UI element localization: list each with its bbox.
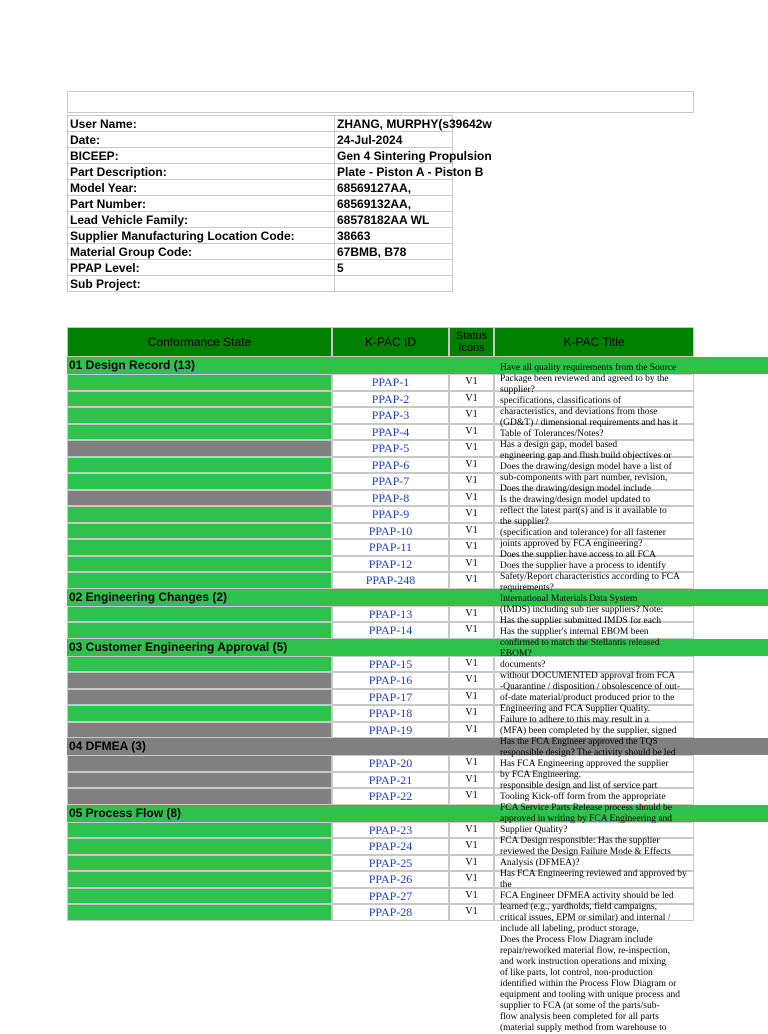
table-row[interactable] [67,888,694,905]
conformance-state-cell[interactable] [67,523,332,540]
conformance-state-cell[interactable] [67,490,332,507]
kpac-title-line: responsible design and list of service part [500,781,658,791]
kpac-title-line: sub-components with part number, revision, [500,473,668,483]
kpac-sections [67,357,694,921]
info-value[interactable]: ZHANG, MURPHY(s39642w [335,116,453,132]
kpac-title-line: (specification and tolerance) for all fastener [500,528,666,538]
conformance-state-cell[interactable] [67,656,332,673]
info-value[interactable]: 24-Jul-2024 [335,132,453,148]
info-row [68,116,453,132]
status-icon-cell: V1 [449,656,494,673]
conformance-state-cell[interactable] [67,838,332,855]
info-value[interactable]: 38663 [335,228,453,244]
kpac-title-cell[interactable] [494,822,694,839]
conformance-state-cell[interactable] [67,424,332,441]
section-header[interactable]: 01 Design Record (13) [67,357,768,374]
kpac-title-cell[interactable] [494,755,694,772]
kpac-title-cell[interactable] [494,424,694,441]
status-icon-cell: V1 [449,904,494,921]
table-row[interactable] [67,457,694,474]
kpac-id-link[interactable]: PPAP-22 [332,788,449,805]
status-icon-cell: V1 [449,473,494,490]
kpac-title-line: Engineering and FCA Supplier Quality. [500,704,651,714]
status-icon-cell: V1 [449,672,494,689]
info-label: Material Group Code: [68,244,335,260]
kpac-title-cell[interactable] [494,473,694,490]
kpac-id-link[interactable]: PPAP-19 [332,722,449,739]
conformance-state-cell[interactable] [67,822,332,839]
info-value[interactable] [335,276,453,292]
status-icon-cell: V1 [449,755,494,772]
conformance-state-cell[interactable] [67,904,332,921]
table-row[interactable] [67,374,694,391]
conformance-state-cell[interactable] [67,622,332,639]
conformance-state-cell[interactable] [67,888,332,905]
status-icon-cell: V1 [449,689,494,706]
kpac-title-line: supplier? [500,385,535,395]
info-value[interactable]: 68569132AA, [335,196,453,212]
kpac-title-cell[interactable] [494,855,694,872]
kpac-title-line: Is the drawing/design model updated to [500,495,651,505]
conformance-state-cell[interactable] [67,705,332,722]
kpac-title-line: Has FCA Engineering approved the supplier [500,759,669,769]
kpac-title-cell[interactable] [494,490,694,507]
kpac-title-line: characteristics, and deviations from those [500,407,658,417]
kpac-id-link[interactable]: PPAP-14 [332,622,449,639]
conformance-state-cell[interactable] [67,722,332,739]
table-row[interactable] [67,672,694,689]
kpac-id-link[interactable]: PPAP-248 [332,572,449,589]
info-value[interactable]: 67BMB, B78 [335,244,453,260]
info-value[interactable]: Gen 4 Sintering Propulsion [335,148,453,164]
kpac-title-line: Does the drawing/design model include [500,484,651,494]
conformance-state-cell[interactable] [67,672,332,689]
kpac-title-cell[interactable] [494,772,694,789]
info-label: Sub Project: [68,276,335,292]
status-icon-cell: V1 [449,838,494,855]
kpac-title-line: reviewed the Design Failure Mode & Effects [500,847,671,857]
table-row[interactable] [67,722,694,739]
conformance-state-cell[interactable] [67,506,332,523]
section-header[interactable]: 04 DFMEA (3) [67,738,768,755]
kpac-id-link[interactable]: PPAP-21 [332,772,449,789]
status-icon-cell: V1 [449,407,494,424]
kpac-title-line: (MFA) been completed by the supplier, signed [500,726,677,736]
part-info-table [67,115,492,292]
kpac-title-cell[interactable] [494,622,694,639]
kpac-title-line: engineering gap and flush build objectives or [500,451,672,461]
kpac-title-line: equipment and tooling with unique process and [500,990,680,1000]
kpac-id-link[interactable]: PPAP-24 [332,838,449,855]
info-row [68,228,453,244]
kpac-id-link[interactable]: PPAP-23 [332,822,449,839]
kpac-title-line: Does the drawing/design model have a list of [500,462,672,472]
conformance-state-cell[interactable] [67,457,332,474]
kpac-title-line: Has the FCA Engineer approved the TQS [500,737,658,747]
table-row[interactable] [67,440,694,457]
status-icon-cell: V1 [449,523,494,540]
kpac-title-line: EBOM? [500,649,532,659]
kpac-id-link[interactable]: PPAP-11 [332,539,449,556]
info-label: Supplier Manufacturing Location Code: [68,228,335,244]
kpac-title-cell[interactable] [494,656,694,673]
table-row[interactable] [67,705,694,722]
kpac-title-cell[interactable] [494,457,694,474]
kpac-title-line: Has FCA Engineering reviewed and approved by the [500,869,687,890]
status-icon-cell: V1 [449,556,494,573]
kpac-title-line: joints approved by FCA engineering? [500,539,643,549]
status-icon-cell: V1 [449,622,494,639]
kpac-title-line: -Quarantine / disposition / obsolescence of out- [500,682,680,692]
status-icon-cell: V1 [449,888,494,905]
kpac-id-link[interactable]: PPAP-1 [332,374,449,391]
section-header[interactable]: 02 Engineering Changes (2) [67,589,768,606]
conformance-state-cell[interactable] [67,772,332,789]
kpac-title-line: Table of Tolerances/Notes? [500,429,604,439]
kpac-id-link[interactable]: PPAP-10 [332,523,449,540]
status-icon-cell: V1 [449,457,494,474]
kpac-id-link[interactable]: PPAP-6 [332,457,449,474]
info-row [68,148,453,164]
table-row[interactable] [67,904,694,921]
table-row[interactable] [67,424,694,441]
kpac-title-line: Tooling Kick-off form from the appropriate [500,792,666,802]
status-icon-cell: V1 [449,722,494,739]
conformance-state-cell[interactable] [67,755,332,772]
info-label: Lead Vehicle Family: [68,212,335,228]
conformance-state-cell[interactable] [67,606,332,623]
info-value[interactable]: 68578182AA WL [335,212,453,228]
kpac-title-line: the supplier? [500,517,549,527]
kpac-title-cell[interactable] [494,689,694,706]
kpac-title-cell[interactable] [494,539,694,556]
info-label: Part Number: [68,196,335,212]
table-row[interactable] [67,556,694,573]
kpac-title-cell[interactable] [494,838,694,855]
kpac-title-line: supplier to FCA (at some of the parts/sub- [500,1001,660,1011]
kpac-title-line: and work instruction operations and mixing [500,957,666,967]
kpac-title-line: responsible design? The activity should be led [500,748,676,758]
kpac-title-cell[interactable] [494,672,694,689]
table-row[interactable] [67,506,694,523]
table-row[interactable] [67,871,694,888]
kpac-title-line: (material supply method from warehouse to [500,1023,667,1033]
kpac-id-link[interactable]: PPAP-7 [332,473,449,490]
conformance-state-cell[interactable] [67,871,332,888]
kpac-title-line: Safety/Report characteristics according to FCA [500,572,680,582]
info-row [68,180,453,196]
kpac-table-header [67,327,694,357]
kpac-id-link[interactable]: PPAP-4 [332,424,449,441]
kpac-title-cell[interactable] [494,523,694,540]
status-icon-cell: V1 [449,572,494,589]
status-icon-cell: V1 [449,822,494,839]
table-row[interactable] [67,838,694,855]
status-icon-cell: V1 [449,440,494,457]
kpac-title-line: requirements? [500,583,554,593]
kpac-id-link[interactable]: PPAP-17 [332,689,449,706]
kpac-id-link[interactable]: PPAP-25 [332,855,449,872]
kpac-title-cell[interactable] [494,888,694,905]
info-row [68,164,453,180]
kpac-title-line: Has the supplier's internal EBOM been [500,627,649,637]
table-row[interactable] [67,689,694,706]
conformance-state-cell[interactable] [67,407,332,424]
kpac-title-cell[interactable] [494,440,694,457]
kpac-title-line: (IMDS) including sub tier suppliers? Note: [500,605,664,615]
kpac-title-cell[interactable] [494,904,694,921]
info-label: Date: [68,132,335,148]
status-icon-cell: V1 [449,772,494,789]
kpac-title-cell[interactable] [494,556,694,573]
info-label: User Name: [68,116,335,132]
info-label: BICEEP: [68,148,335,164]
kpac-title-line: flow analysis been completed for all parts [500,1012,659,1022]
info-row [68,212,453,228]
kpac-id-link[interactable]: PPAP-18 [332,705,449,722]
kpac-title-line: Does the Process Flow Diagram include [500,935,653,945]
status-icon-cell: V1 [449,391,494,408]
kpac-title-cell[interactable] [494,572,694,589]
kpac-title-cell[interactable] [494,705,694,722]
info-label: Part Description: [68,164,335,180]
kpac-title-line: Has the supplier submitted IMDS for each [500,616,661,626]
status-icon-cell: V1 [449,506,494,523]
table-row[interactable] [67,391,694,408]
header-status-icons[interactable]: Status Icons [449,327,494,357]
info-row [68,196,453,212]
info-row [68,260,453,276]
status-icon-cell: V1 [449,424,494,441]
status-icon-cell: V1 [449,788,494,805]
kpac-title-line: FCA Service Parts Release process should be [500,803,673,813]
kpac-title-line: learned (e.g., yardholds, field campaigns, [500,902,657,912]
conformance-state-cell[interactable] [67,689,332,706]
kpac-title-cell[interactable] [494,606,694,623]
header-conformance-state[interactable]: Conformance State [67,327,332,357]
table-row[interactable] [67,855,694,872]
header-kpac-id[interactable]: K-PAC ID [332,327,449,357]
status-icon-cell: V1 [449,705,494,722]
table-row[interactable] [67,490,694,507]
kpac-title-line: Have all quality requirements from the Source [500,363,677,373]
kpac-title-line: repair/reworked material flow, re-inspection, [500,946,671,956]
kpac-id-link[interactable]: PPAP-8 [332,490,449,507]
status-icon-cell: V1 [449,374,494,391]
info-label: PPAP Level: [68,260,335,276]
kpac-id-link[interactable]: PPAP-5 [332,440,449,457]
status-icon-cell: V1 [449,855,494,872]
info-row [68,132,453,148]
kpac-title-line: Does the supplier have access to all FCA [500,550,656,560]
conformance-state-cell[interactable] [67,473,332,490]
info-label: Model Year: [68,180,335,196]
kpac-title-line: approved in writing by FCA Engineering and [500,814,673,824]
table-row[interactable] [67,572,694,589]
section-header[interactable]: 03 Customer Engineering Approval (5) [67,639,768,656]
conformance-state-cell[interactable] [67,440,332,457]
kpac-id-link[interactable]: PPAP-27 [332,888,449,905]
kpac-title-line: Does the supplier have a process to identify [500,561,666,571]
kpac-title-line: identified within the Process Flow Diagram or [500,979,677,989]
conformance-state-cell[interactable] [67,788,332,805]
table-row[interactable] [67,788,694,805]
kpac-title-cell[interactable] [494,506,694,523]
kpac-title-line: FCA Engineer DFMEA activity should be led [500,891,674,901]
kpac-title-line: confirmed to match the Stellantis released [500,638,660,648]
kpac-title-line: FCA Design responsible: Has the supplier [500,836,660,846]
section-header[interactable]: 05 Process Flow (8) [67,805,768,822]
kpac-title-line: (GD&T) / dimensional requirements and has it [500,418,678,428]
table-row[interactable] [67,755,694,772]
kpac-title-line: by FCA Engineering. [500,770,582,780]
kpac-title-line: without DOCUMENTED approval from FCA [500,671,676,681]
conformance-state-cell[interactable] [67,556,332,573]
status-icon-cell: V1 [449,606,494,623]
conformance-state-cell[interactable] [67,374,332,391]
table-row[interactable] [67,523,694,540]
kpac-title-line: critical issues, EPM or similar) and internal / [500,913,671,923]
table-row[interactable] [67,822,694,839]
kpac-title-cell[interactable] [494,391,694,408]
conformance-state-cell[interactable] [67,855,332,872]
kpac-id-link[interactable]: PPAP-2 [332,391,449,408]
kpac-title-cell[interactable] [494,374,694,391]
kpac-id-link[interactable]: PPAP-3 [332,407,449,424]
info-value[interactable]: Plate - Piston A - Piston B [335,164,453,180]
kpac-id-link[interactable]: PPAP-15 [332,656,449,673]
kpac-title-cell[interactable] [494,788,694,805]
kpac-title-line: Supplier Quality? [500,825,568,835]
kpac-title-line: International Materials Data System [500,594,638,604]
info-value[interactable]: 5 [335,260,453,276]
conformance-state-cell[interactable] [67,539,332,556]
table-row[interactable] [67,622,694,639]
status-icon-cell: V1 [449,539,494,556]
table-row[interactable] [67,606,694,623]
kpac-title-line: Package been reviewed and agreed to by the [500,374,669,384]
table-row[interactable] [67,407,694,424]
kpac-title-cell[interactable] [494,871,694,888]
kpac-table [67,327,694,921]
info-value[interactable]: 68569127AA, [335,180,453,196]
kpac-id-link[interactable]: PPAP-20 [332,755,449,772]
table-row[interactable] [67,473,694,490]
kpac-title-line: documents? [500,660,546,670]
table-row[interactable] [67,772,694,789]
kpac-id-link[interactable]: PPAP-26 [332,871,449,888]
kpac-title-line: include all labeling, product storage, [500,924,639,934]
kpac-title-line: Has a design gap, model based [500,440,618,450]
info-row [68,276,453,292]
kpac-id-link[interactable]: PPAP-28 [332,904,449,921]
kpac-title-line: Analysis (DFMEA)? [500,858,580,868]
kpac-id-link[interactable]: PPAP-13 [332,606,449,623]
table-row[interactable] [67,539,694,556]
kpac-title-line: Failure to adhere to this may result in a [500,715,649,725]
conformance-state-cell[interactable] [67,572,332,589]
info-row [68,244,453,260]
status-icon-cell: V1 [449,871,494,888]
conformance-state-cell[interactable] [67,391,332,408]
formula-bar[interactable] [67,91,694,113]
kpac-id-link[interactable]: PPAP-12 [332,556,449,573]
status-icon-cell: V1 [449,490,494,507]
kpac-title-line: of like parts, lot control, non-production [500,968,653,978]
kpac-title-cell[interactable] [494,722,694,739]
kpac-id-link[interactable]: PPAP-9 [332,506,449,523]
header-kpac-title[interactable]: K-PAC Title [494,327,694,357]
table-row[interactable] [67,656,694,673]
kpac-title-line: reflect the latest part(s) and is it available to [500,506,667,516]
kpac-id-link[interactable]: PPAP-16 [332,672,449,689]
kpac-title-cell[interactable] [494,407,694,424]
kpac-title-line: of-date material/product produced prior to the [500,693,675,703]
kpac-title-line: specifications, classifications of [500,396,622,406]
